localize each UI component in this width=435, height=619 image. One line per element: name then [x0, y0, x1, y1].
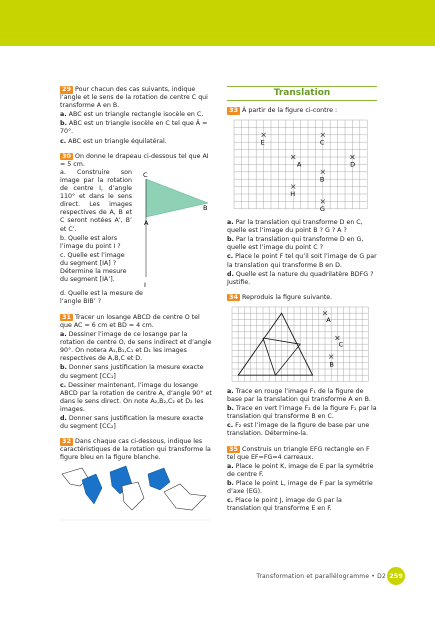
label-I: I [144, 280, 146, 289]
exercise-intro: Dans chaque cas ci-dessous, indique les caractéristiques de la rotation qui transforme la figure bleu en la figure blanche. [60, 438, 211, 462]
question-c: c. Dessiner maintenant, l’image du losange ABCD par la rotation de centre A, d’angle 90° et dans le sens direct. On note A₂,B₂,C₂ et D₂ les images. [60, 381, 212, 413]
exercise-intro: Tracer un losange ABCD de centre O tel que AC = 6 cm et BD = 4 cm. [60, 313, 200, 329]
exercise-33 [227, 107, 377, 287]
question-d: d. Quelle est la nature du quadrilatère BDFG ? Justifie. [227, 270, 374, 286]
label-B: B [203, 203, 208, 212]
point-G-label: G [319, 205, 325, 214]
point-H-label: H [290, 190, 296, 199]
top-color-band [0, 0, 435, 46]
exercise-number: 35 [229, 444, 239, 453]
exercise-34 [227, 294, 377, 439]
question-c: c. F₂ est l’image de la figure de base par une translation. Détermine-la. [227, 422, 370, 438]
question-b: b. ABC est un triangle isocèle en C tel que Â = 70°. [60, 120, 208, 136]
question-b: b. Donner sans justification la mesure exacte du segment [CC₁] [60, 364, 204, 380]
exercise-number: 30 [62, 151, 72, 160]
grid-figure-34 [227, 304, 377, 384]
exercise-32 [60, 438, 213, 525]
question-d: d. Donner sans justification la mesure exacte du segment [CC₂] [60, 414, 204, 431]
question-a: a. Dessiner l’image de ce losange par la rotation de centre O, de sens indirect et d’angle 90°. On notera A₁,B₁,C₁ et D₁ les images respectives de A,B,C et D. [60, 331, 212, 363]
white-shape-3 [164, 484, 206, 510]
blue-shape-1 [82, 474, 102, 504]
question-a: a. Par la translation qui transforme D en C, quelle est l’image du point B ? G ? A ? [227, 219, 363, 235]
point-B-label: B [329, 360, 334, 369]
rotation-shapes-figure [60, 464, 210, 522]
flag-triangle [146, 179, 208, 217]
question-a: a. Construire son image par la rotation de centre I, d’angle 110° et dans le sens direct. Les images respectives de A, B et C seront notées A’, B’ et C’. [60, 168, 132, 233]
exercise-intro: Pour chacun des cas suivants, indique l’angle et le sens de la rotation de centre C qui transforme A en B. [60, 86, 208, 110]
flag-figure [140, 169, 215, 294]
label-A: A [144, 218, 149, 227]
point-E-label: E [260, 138, 265, 147]
exercise-number: 34 [229, 292, 239, 301]
exercise-number: 31 [62, 312, 72, 321]
question-b: b. Place le point L, image de F par la symétrie d’axe (EG). [227, 479, 373, 495]
exercise-number: 33 [229, 106, 239, 114]
grid-figure-33 [227, 117, 377, 215]
section-title: Translation [227, 86, 377, 101]
exercise-30 [60, 153, 213, 307]
question-c: c. ABC est un triangle équilatéral. [60, 137, 167, 145]
exercise-35 [227, 446, 377, 514]
exercise-intro: À partir de la figure ci-contre : [242, 107, 338, 114]
question-b: b. Quelle est alors l’image du point I ? [60, 234, 121, 250]
point-B-label: B [319, 175, 325, 184]
point-A-label: A [326, 315, 331, 324]
exercise-31 [60, 314, 213, 431]
point-C-label: C [319, 138, 325, 147]
point-C-label: C [338, 340, 344, 349]
exercise-intro: Construis un triangle EFG rectangle en F tel que EF=FG=4 carreaux. [227, 445, 370, 461]
question-a: a. Place le point K, image de E par la symétrie de centre F. [227, 462, 374, 478]
question-c: c. Place le point J, image de G par la translation qui transforme E en F. [227, 497, 342, 513]
exercise-number: 29 [62, 85, 72, 93]
white-shape-2 [122, 482, 144, 510]
question-b: b. Par la translation qui transforme D en G, quelle est l’image du point C ? [227, 236, 364, 252]
question-c: c. Quelle est l’image du segment [IA] ? Détermine la mesure du segment [IA’]. [60, 251, 127, 284]
blue-shape-3 [148, 468, 170, 490]
point-D-label: D [350, 160, 356, 169]
point-A-label: A [296, 160, 302, 169]
question-d: d. Quelle est la mesure de l’angle BIB’ ? [60, 289, 143, 305]
question-a: a. ABC est un triangle rectangle isocèle en C. [60, 111, 204, 119]
left-column [60, 86, 213, 533]
exercise-intro: Reproduis la figure suivante. [242, 293, 333, 301]
exercise-intro: On donne le drapeau ci-dessous tel que AI = 5 cm. [60, 152, 209, 168]
question-a: a. Trace en rouge l’image F₁ de la figure de base par la translation qui transforme A en B. [227, 387, 371, 404]
footer-chapter: Transformation et parallélogramme • D2 [256, 573, 386, 580]
exercise-number: 32 [62, 437, 72, 446]
question-c: c. Place le point F tel qu’il soit l’image de G par la translation qui transforme B en D. [227, 253, 377, 269]
right-column [227, 86, 377, 520]
page-number: 259 [387, 567, 405, 585]
exercise-29 [60, 86, 213, 146]
question-b: b. Trace en vert l’image F₂ de la figure F₁ par la translation qui transforme B en C. [227, 405, 377, 421]
label-C: C [143, 170, 148, 179]
